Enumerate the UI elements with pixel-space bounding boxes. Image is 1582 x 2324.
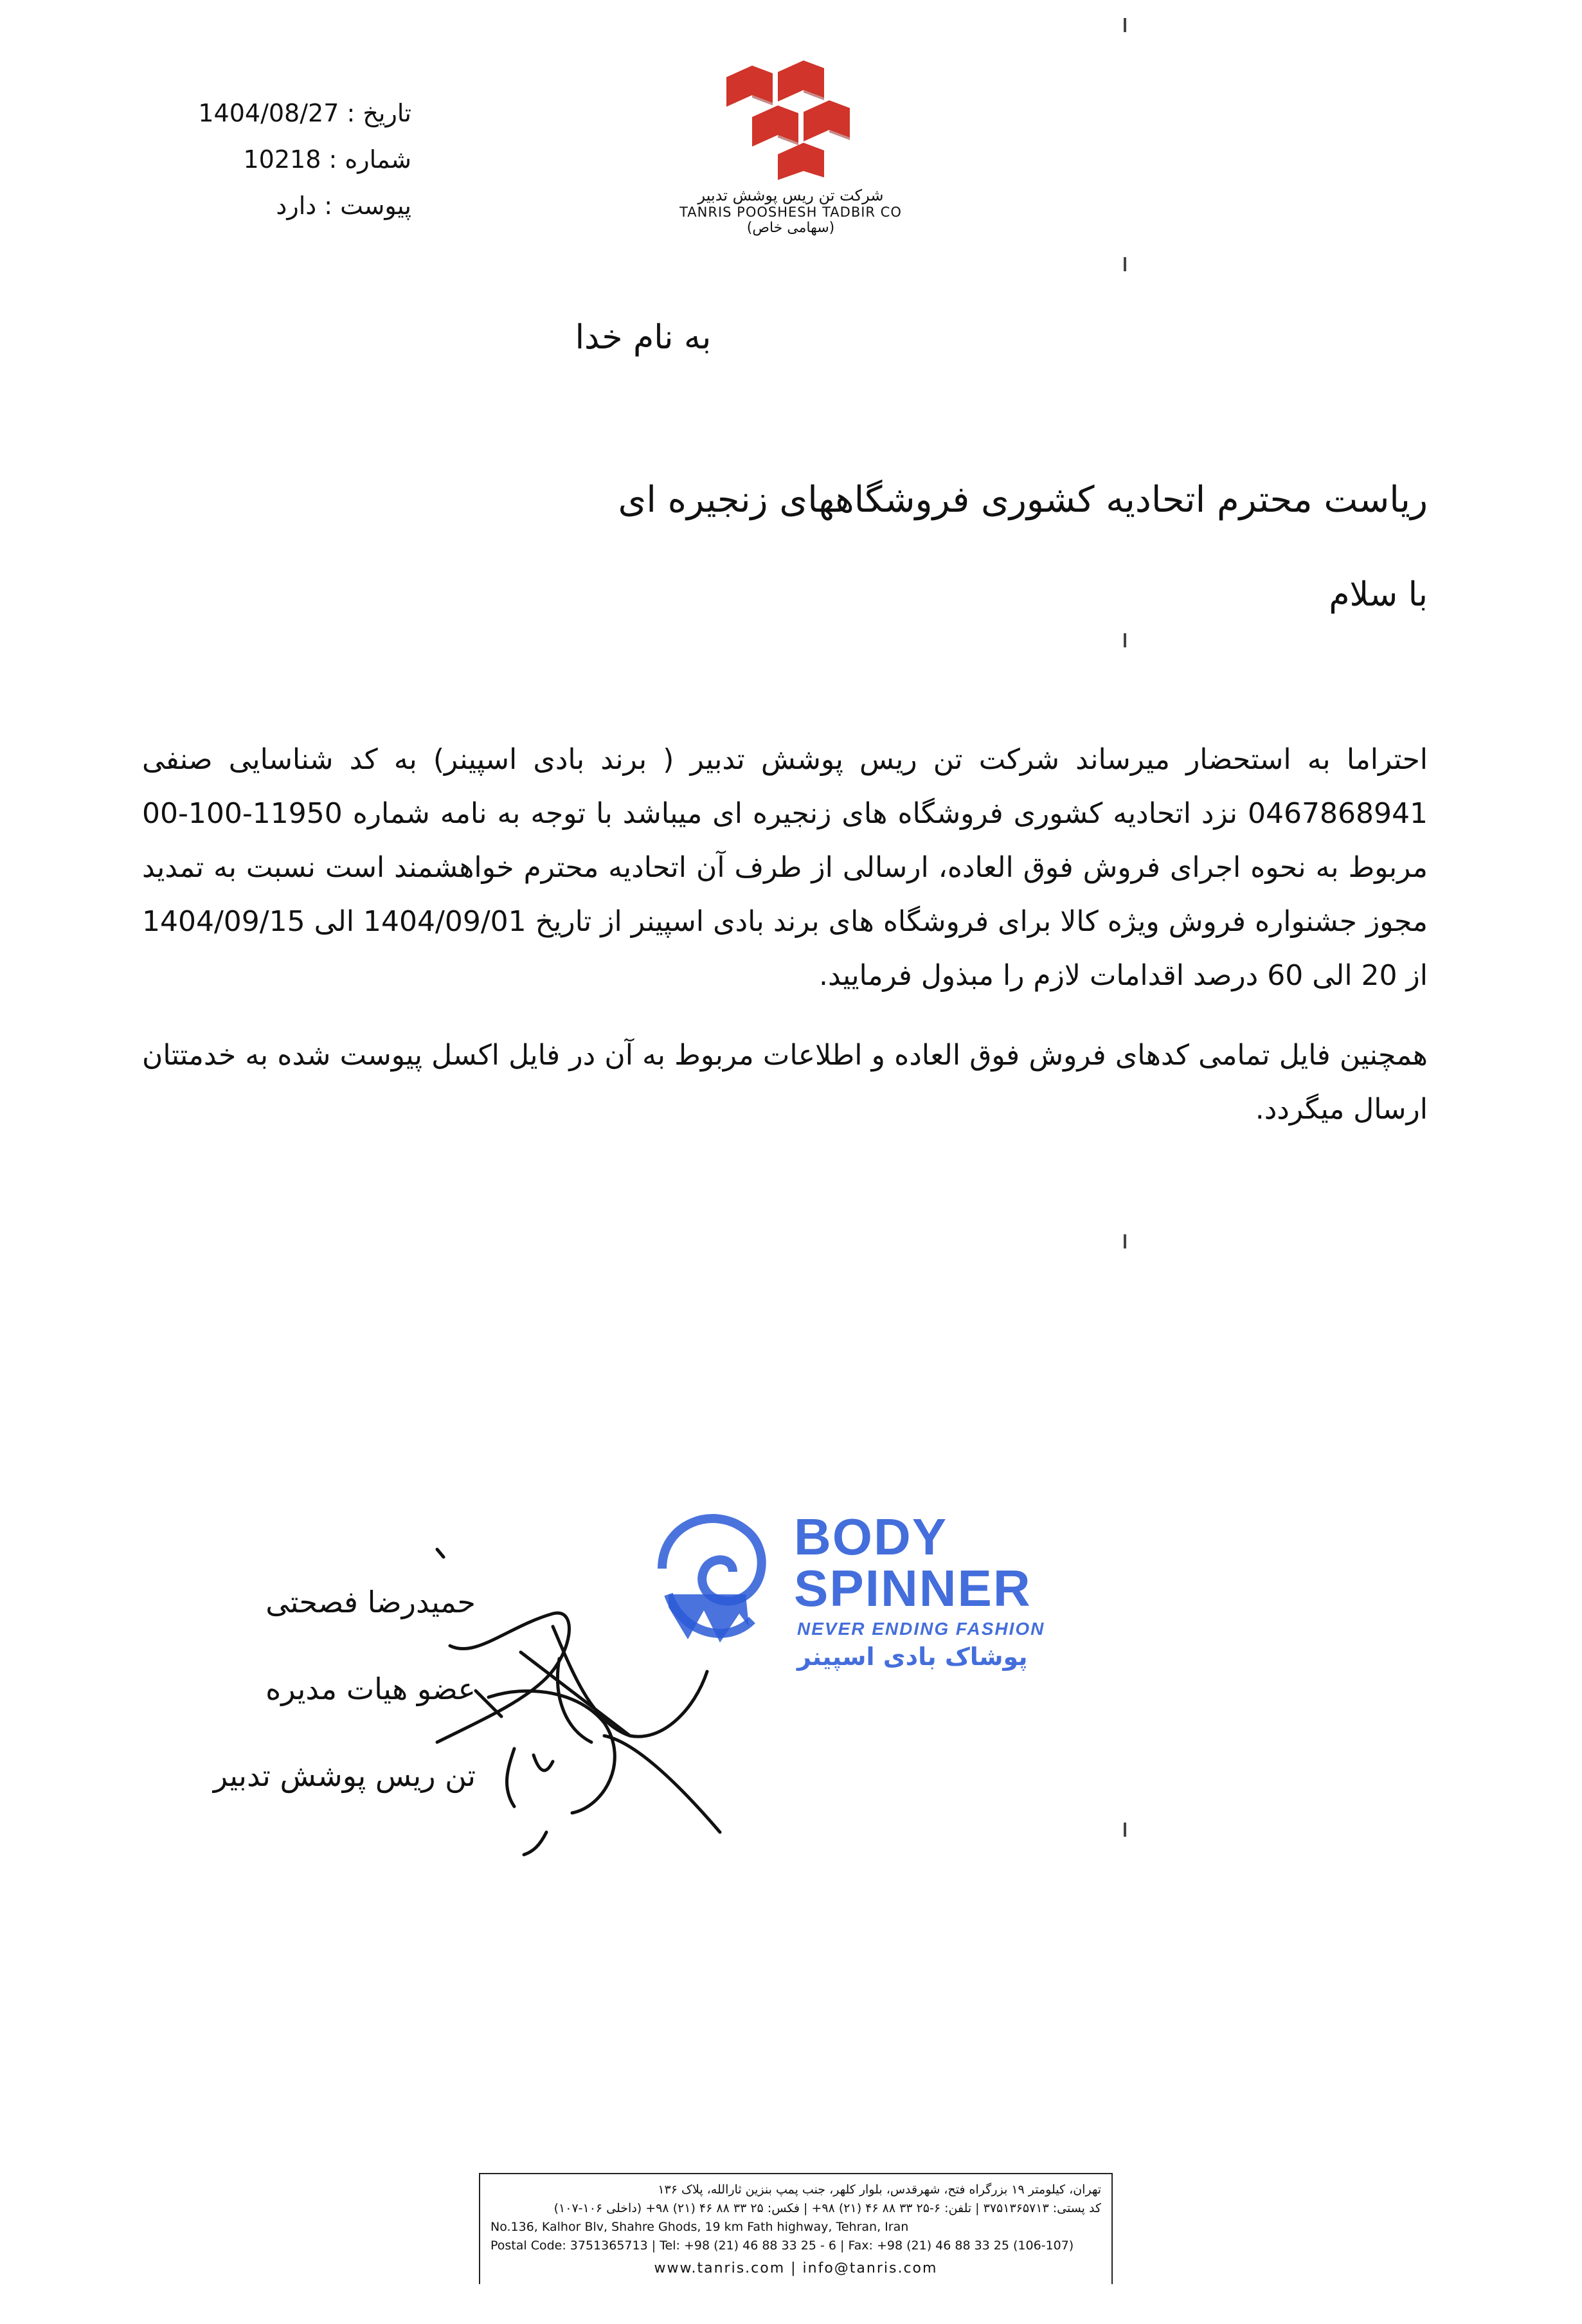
footer-address-en: No.136, Kalhor Blv, Shahre Ghods, 19 km Fath highway, Tehran, Iran bbox=[490, 2220, 909, 2234]
company-logo-icon bbox=[714, 58, 868, 180]
body-paragraph-2: همچنین فایل تمامی کدهای فروش فوق العاده و اطلاعات مربوط به آن در فایل اکسل پیوست شده به خدمتتان ارسال میگردد. bbox=[142, 1039, 1428, 1126]
company-type-fa: (سهامی خاص) bbox=[746, 220, 835, 236]
recipient-line: ریاست محترم اتحادیه کشوری فروشگاههای زنجیره ای bbox=[618, 479, 1428, 521]
number-value: 10218 bbox=[243, 145, 321, 174]
signatory-company: تن ریس پوشش تدبیر bbox=[213, 1758, 476, 1793]
signatory-name: حمیدرضا فصحتی bbox=[265, 1585, 476, 1619]
company-name-en: TANRIS POOSHESH TADBIR CO bbox=[679, 204, 902, 220]
bismillah-text: به نام خدا bbox=[575, 318, 712, 357]
fold-mark bbox=[1124, 1823, 1126, 1837]
attachment-row bbox=[116, 183, 411, 229]
footer-phones-fa: کد پستی: ۳۷۵۱۳۶۵۷۱۳ | تلفن: ۶-۲۵ ۳۳ ۸۸ ۴۶ (۲۱) ۹۸+ | فکس: ۲۵ ۳۳ ۸۸ ۴۶ (۲۱) ۹۸+ (داخلی ۱۰۶-۱۰۷) bbox=[553, 2201, 1101, 2215]
attachment-value: دارد bbox=[276, 192, 317, 220]
stamp-brand-line1: BODY bbox=[794, 1508, 948, 1565]
signatory-title: عضو هیات مدیره bbox=[265, 1671, 476, 1706]
date-label: تاریخ : bbox=[346, 99, 411, 127]
footer-address-fa: تهران، کیلومتر ۱۹ بزرگراه فتح، شهرقدس، بلوار کلهر، جنب پمپ بنزین ثارالله، پلاک ۱۳۶ bbox=[658, 2183, 1101, 2197]
date-value: 1404/08/27 bbox=[198, 99, 339, 127]
letter-footer bbox=[479, 2173, 1113, 2284]
stamp-brand-line2: SPINNER bbox=[794, 1560, 1032, 1617]
fold-mark bbox=[1124, 257, 1126, 271]
number-label: شماره : bbox=[328, 145, 411, 174]
date-row bbox=[116, 90, 411, 136]
number-row bbox=[116, 136, 411, 183]
footer-web: www.tanris.com | info@tanris.com bbox=[654, 2260, 938, 2276]
fold-mark bbox=[1124, 633, 1126, 647]
company-logo bbox=[669, 58, 913, 236]
fold-mark bbox=[1124, 18, 1126, 32]
stamp-fa-name: پوشاک بادی اسپینر bbox=[797, 1643, 1028, 1671]
stamp-tagline: NEVER ENDING FASHION bbox=[797, 1619, 1045, 1639]
company-name-fa: شرکت تن ریس پوشش تدبیر bbox=[697, 186, 884, 204]
letter-meta bbox=[116, 90, 411, 229]
bismillah-heading bbox=[0, 318, 1582, 357]
fold-mark bbox=[1124, 1234, 1126, 1248]
footer-phones-en: Postal Code: 3751365713 | Tel: +98 (21) 46 88 33 25 - 6 | Fax: +98 (21) 46 88 33 25 (106-107) bbox=[490, 2238, 1074, 2253]
company-stamp bbox=[643, 1498, 1061, 1710]
attachment-label: پیوست : bbox=[324, 192, 411, 220]
body-paragraph-1: احتراما به استحضار میرساند شرکت تن ریس پوشش تدبیر ( برند بادی اسپینر) به کد شناسایی صنفی 0467868941 نزد اتحادیه کشوری فروشگاه های زنجیره ای میباشد با توجه به نامه شماره 11950-100-00 مربوط به نحوه اجرای فروش فوق العاده، ارسالی از طرف آن اتحادیه محترم خواهشمند است نسبت به تمدید مجوز جشنواره فروش ویژه کالا برای فروشگاه های برند بادی اسپینر از تاریخ 1404/09/01 الی 1404/09/15 از 20 الی 60 درصد اقدامات لازم را مبذول فرمایید. bbox=[142, 743, 1428, 992]
greeting-line: با سلام bbox=[1329, 575, 1428, 614]
